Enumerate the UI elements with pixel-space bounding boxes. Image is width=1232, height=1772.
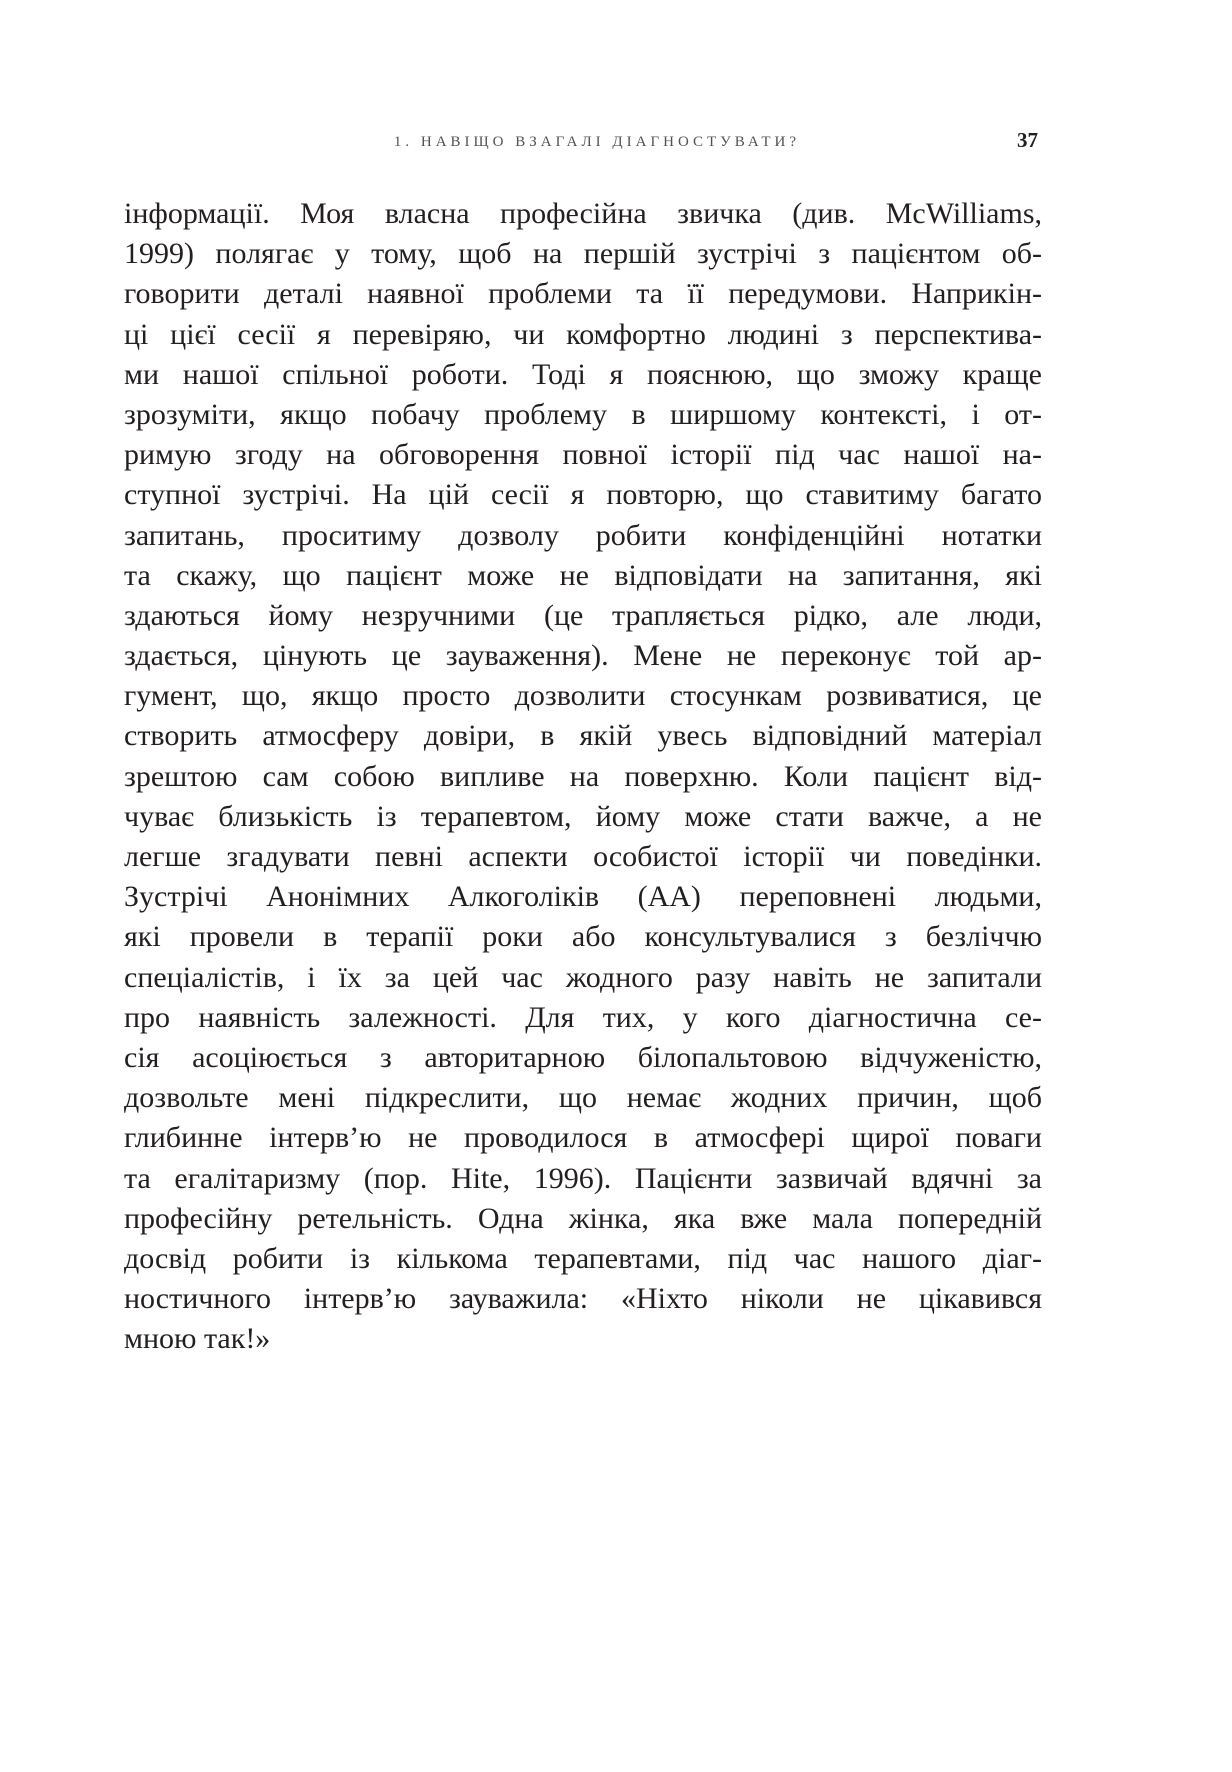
- text-line: ступної зустрічі. На цій сесії я повторю, що ставитиму багато: [124, 478, 1042, 512]
- text-line: ми нашої спільної роботи. Тоді я пояснюю, що зможу краще: [124, 357, 1042, 391]
- text-line: говорити деталі наявної проблеми та її передумови. Наприкін-: [124, 277, 1042, 311]
- text-line: римую згоду на обговорення повної історії під час нашої на-: [124, 438, 1042, 472]
- text-line: та скажу, що пацієнт може не відповідати на запитання, які: [124, 558, 1042, 592]
- text-line: зрештою сам собою випливе на поверхню. Коли пацієнт від-: [124, 759, 1042, 793]
- text-line: чуває близькість із терапевтом, йому може стати важче, а не: [124, 799, 1042, 833]
- text-line: запитань, проситиму дозволу робити конфіденційні нотатки: [124, 518, 1042, 552]
- text-line: здається, цінують це зауваження). Мене не переконує той ар-: [124, 639, 1042, 673]
- text-line: ці цієї сесії я перевіряю, чи комфортно людині з перспектива-: [124, 317, 1042, 351]
- text-line: інформації. Моя власна професійна звичка (див. McWilliams,: [124, 197, 1042, 230]
- text-line: гумент, що, якщо просто дозволити стосункам розвиватися, це: [124, 679, 1042, 713]
- text-line: ностичного інтерв’ю зауважила: «Ніхто ніколи не цікавився: [124, 1282, 1042, 1316]
- text-line: зрозуміти, якщо побачу проблему в ширшому контексті, і от-: [124, 397, 1042, 431]
- text-line: Зустрічі Анонімних Алкоголіків (АА) переповнені людьми,: [124, 880, 1042, 914]
- chapter-title: 1. НАВІЩО ВЗАГАЛІ ДІАГНОСТУВАТИ?: [393, 134, 800, 150]
- page-number: 37: [1017, 128, 1038, 152]
- running-head: [124, 128, 1042, 158]
- text-line: легше згадувати певні аспекти особистої історії чи поведінки.: [124, 840, 1042, 873]
- text-line: створить атмосферу довіри, в якій увесь відповідний матеріал: [124, 719, 1042, 753]
- text-line: здаються йому незручними (це трапляється рідко, але люди,: [124, 598, 1042, 632]
- text-line: професійну ретельність. Одна жінка, яка вже мала попередній: [124, 1201, 1042, 1235]
- text-line: глибинне інтерв’ю не проводилося в атмосфері щирої поваги: [124, 1121, 1042, 1155]
- text-line: дозвольте мені підкреслити, що немає жодних причин, щоб: [124, 1081, 1042, 1115]
- text-line: спеціалістів, і їх за цей час жодного разу навіть не запитали: [124, 960, 1042, 994]
- text-line: сія асоціюється з авторитарною білопальтовою відчуженістю,: [124, 1040, 1042, 1074]
- text-line: мною так!»: [124, 1322, 271, 1356]
- body-text: [124, 194, 1042, 1359]
- text-line: досвід робити із кількома терапевтами, під час нашого діаг-: [124, 1241, 1042, 1275]
- text-line: та егалітаризму (пор. Hite, 1996). Пацієнти зазвичай вдячні за: [124, 1161, 1042, 1195]
- text-line: про наявність залежності. Для тих, у кого діагностична се-: [124, 1000, 1042, 1034]
- text-line: 1999) полягає у тому, щоб на першій зустрічі з пацієнтом об-: [124, 237, 1042, 271]
- text-line: які провели в терапії роки або консультувалися з безліччю: [124, 920, 1042, 954]
